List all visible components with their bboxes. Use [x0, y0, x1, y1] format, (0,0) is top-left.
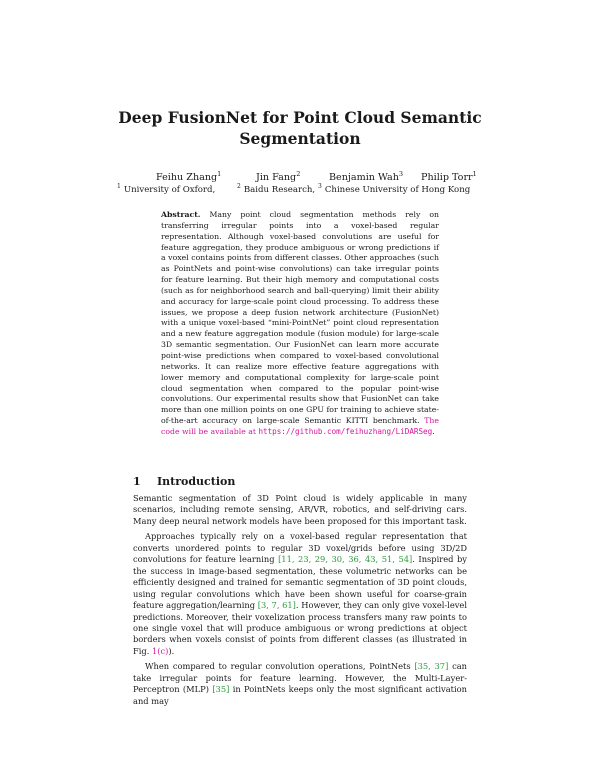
- citation-link[interactable]: [3, 7, 61]: [257, 600, 296, 611]
- abstract: [161, 210, 439, 438]
- abstract-text: Many point cloud segmentation methods rely on transferring irregular points into a voxel-based regular representation. Although voxel-based convolutions are useful for feature aggregation, they produce ambiguous or wrong predictions if a voxel contains points from different classes. Other approaches (such as PointNets and point-wise convolutions) can take irregular points for feature learning. But their high memory and computational costs (such as for neighborhood search and ball-querying) limit their ability and accuracy for large-scale point cloud processing. To address these issues, we propose a deep fusion network architecture (FusionNet) with a unique voxel-based “mini-PointNet” point cloud representation and a new feature aggregation module (fusion module) for large-scale 3D semantic segmentation. Our FusionNet can learn more accurate point-wise predictions when compared to voxel-based convolutional networks. It can realize more effective feature aggregations with lower memory and computational complexity for large-scale point cloud segmentation when compared to the popular point-wise convolutions. Our experimental results show that FusionNet can take more than one million points on one GPU for training to achieve state-of-the-art accuracy on large-scale Semantic KITTI benchmark.: [161, 210, 439, 426]
- abstract-end: .: [432, 426, 435, 436]
- code-url-link[interactable]: https://github.com/feihuzhang/LiDARSeg: [258, 426, 433, 436]
- section-number: 1: [133, 475, 141, 488]
- citation-link[interactable]: [11, 23, 29, 30, 36, 43, 51, 54]: [278, 554, 413, 565]
- abstract-label: Abstract.: [161, 210, 201, 219]
- figure-reference-link[interactable]: 1(c): [152, 645, 169, 656]
- author: Feihu Zhang$^1$: [156, 170, 222, 184]
- body-text: [133, 493, 467, 707]
- affiliation: $^1$ University of Oxford,: [117, 183, 216, 195]
- citation-link[interactable]: [35, 37]: [414, 661, 449, 672]
- code-availability-note: The code will be available at: [161, 416, 440, 436]
- author: Benjamin Wah$^3$: [329, 170, 404, 184]
- paragraph: When compared to regular convolution operations, PointNets [35, 37] can take irregular points for feature learning. However, the Multi-Layer-Perceptron (MLP) [35] in PointNets keeps only the most significant activation and may: [133, 661, 468, 706]
- section-title: Introduction: [157, 475, 236, 488]
- affiliation: $^2$ Baidu Research,: [237, 183, 316, 195]
- section-heading: [133, 475, 235, 488]
- author: Philip Torr$^1$: [421, 170, 477, 184]
- paragraph: Approaches typically rely on a voxel-based regular representation that converts unordered points to regular 3D voxel/grids before using 3D/2D convolutions for feature learning [11, 23, 29, 30, 36, 43, 51, 54]. Inspired by the success in image-based segmentation, these volumetric networks can be efficiently designed and trained for semantic segmentation of 3D point clouds, using regular convolutions which have been shown useful for coarse-grain feature aggregation/learning [3, 7, 61]. However, they can only give voxel-level predictions. Moreover, their voxelization process transfers many raw points to one single voxel that will produce ambiguous or wrong predictions at object borders when voxels consist of points from different classes (as illustrated in Fig. 1(c)).: [133, 531, 467, 656]
- paper-title: Deep FusionNet for Point Cloud Semantic Segmentation: [118, 108, 482, 148]
- citation-link[interactable]: [35]: [212, 684, 230, 695]
- paragraph: Semantic segmentation of 3D Point cloud is widely applicable in many scenarios, including remote sensing, AR/VR, robotics, and self-driving cars. Many deep neural network models have been proposed for this important task.: [133, 493, 467, 526]
- affiliation: $^3$ Chinese University of Hong Kong: [318, 183, 471, 195]
- author: Jin Fang$^2$: [256, 170, 301, 184]
